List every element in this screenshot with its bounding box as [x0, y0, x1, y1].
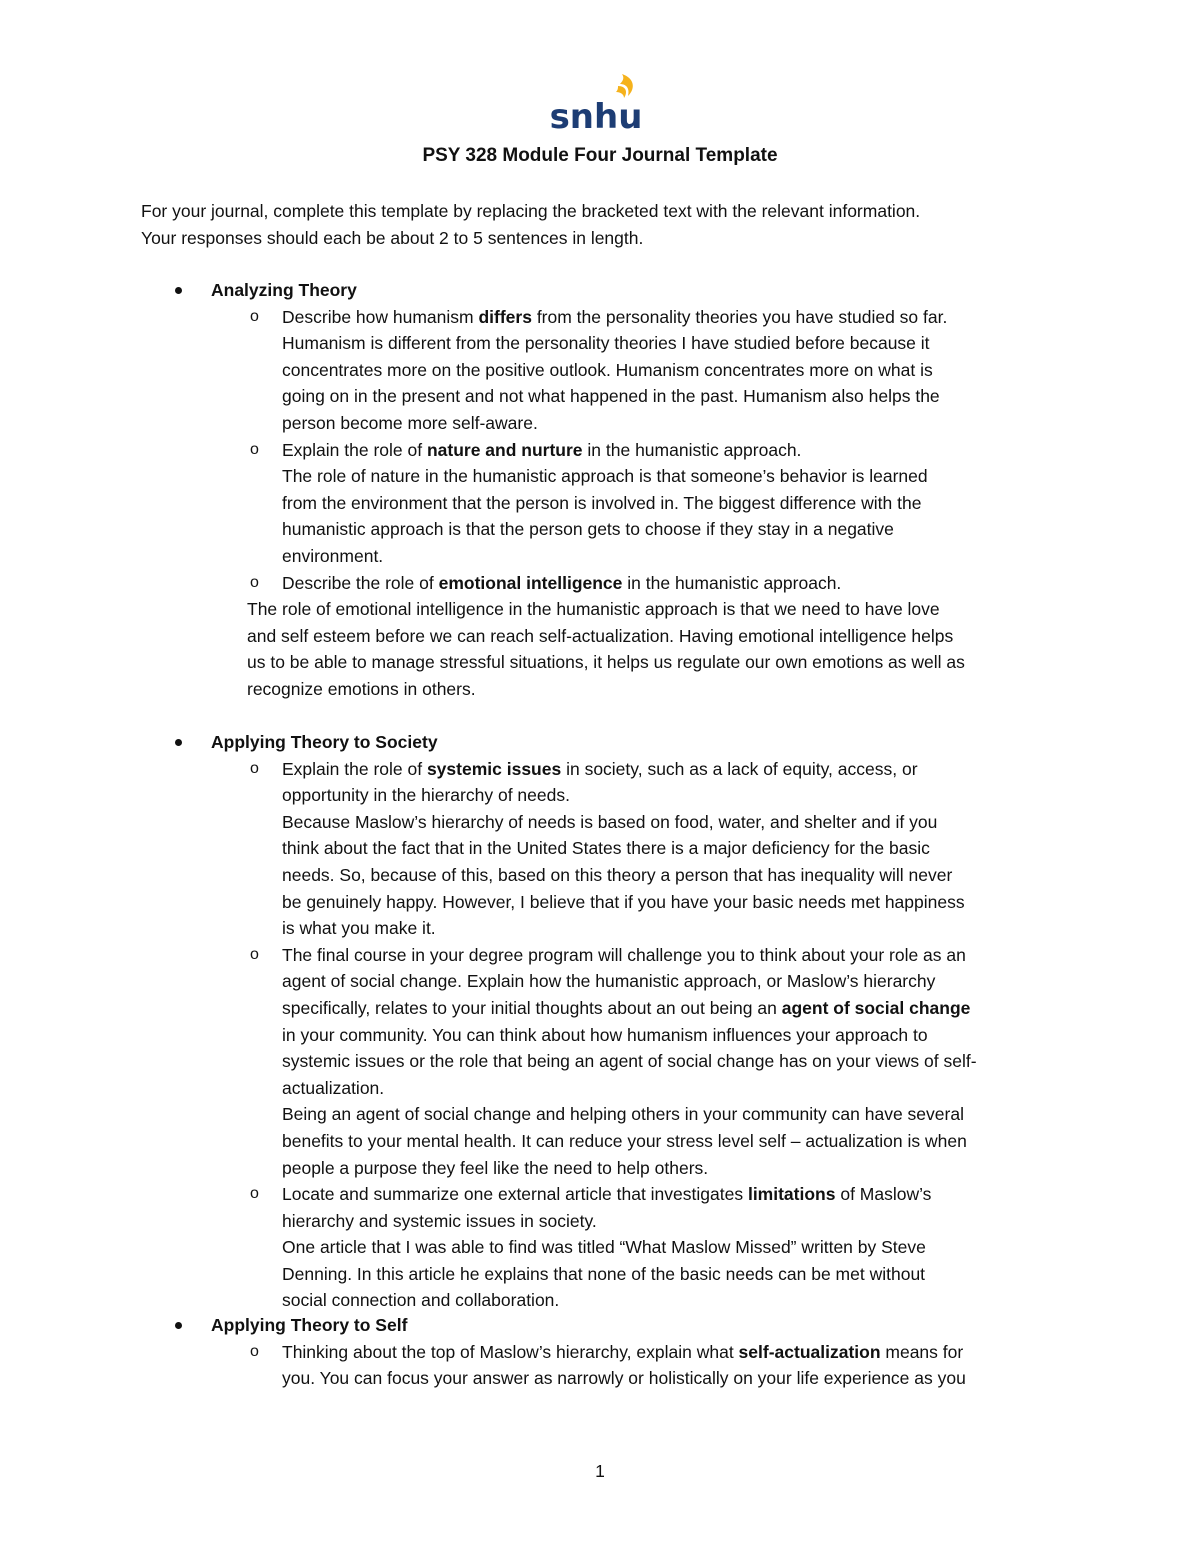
section-heading: Analyzing Theory: [141, 277, 1081, 304]
section-heading: Applying Theory to Self: [141, 1312, 1081, 1339]
list-item: [141, 570, 1081, 597]
prompt-text: Describe how humanism differs from the personality theories you have studied so far.: [282, 306, 948, 327]
section-analyzing-theory: [141, 277, 1081, 703]
response-line: be genuinely happy. However, I believe that if you have your basic needs met happiness: [282, 891, 965, 912]
response-line: is what you make it.: [282, 918, 436, 939]
list-item: [141, 942, 1081, 1181]
prompt-text: Describe the role of emotional intelligence in the humanistic approach.: [282, 572, 842, 593]
response-line: concentrates more on the positive outlook. Humanism concentrates more on what is: [282, 359, 933, 380]
prompt-text: Thinking about the top of Maslow’s hierarchy, explain what self-actualization means for: [282, 1341, 964, 1362]
bullet-icon: [175, 739, 182, 746]
response-line: people a purpose they feel like the need to help others.: [282, 1157, 709, 1178]
response-line: and self esteem before we can reach self-actualization. Having emotional intelligence helps: [247, 625, 954, 646]
sub-bullet-marker: o: [250, 759, 259, 777]
response-line: The role of nature in the humanistic approach is that someone’s behavior is learned: [282, 466, 928, 487]
prompt-text: actualization.: [282, 1077, 385, 1098]
intro-line: For your journal, complete this template by replacing the bracketed text with the relevant information.: [141, 201, 921, 221]
section-applying-theory-self: [141, 1312, 1081, 1392]
response-line: Humanism is different from the personality theories I have studied before because it: [282, 333, 930, 354]
prompt-text: opportunity in the hierarchy of needs.: [282, 785, 570, 806]
prompt-text: The final course in your degree program will challenge you to think about your role as an: [282, 944, 966, 965]
list-item: [141, 1181, 1081, 1314]
list-item: [141, 1339, 1081, 1392]
intro-paragraph: [141, 198, 1071, 251]
prompt-text: Locate and summarize one external article that investigates limitations of Maslow’s: [282, 1184, 932, 1205]
bullet-icon: [175, 1322, 182, 1329]
prompt-text: systemic issues or the role that being an agent of social change has on your views of self-: [282, 1051, 977, 1072]
response-line: think about the fact that in the United States there is a major deficiency for the basic: [282, 838, 930, 859]
list-item: [141, 304, 1081, 437]
response-line: needs. So, because of this, based on this theory a person that has inequality will never: [282, 864, 953, 885]
response-block: [141, 596, 1081, 702]
svg-text:snhu: snhu: [549, 97, 643, 134]
response-line: social connection and collaboration.: [282, 1290, 560, 1311]
prompt-text: Explain the role of systemic issues in society, such as a lack of equity, access, or: [282, 758, 918, 779]
sub-bullet-marker: o: [250, 1342, 259, 1360]
response-line: One article that I was able to find was titled “What Maslow Missed” written by Steve: [282, 1237, 926, 1258]
response-line: Denning. In this article he explains that none of the basic needs can be met without: [282, 1263, 926, 1284]
snhu-logo: [548, 72, 644, 134]
prompt-text: specifically, relates to your initial thoughts about an out being an agent of social change: [282, 997, 971, 1018]
prompt-text: agent of social change. Explain how the humanistic approach, or Maslow’s hierarchy: [282, 971, 936, 992]
response-line: Being an agent of social change and helping others in your community can have several: [282, 1104, 964, 1125]
response-line: recognize emotions in others.: [247, 678, 476, 699]
response-line: person become more self-aware.: [282, 412, 538, 433]
prompt-text: Explain the role of nature and nurture in the humanistic approach.: [282, 439, 802, 460]
sub-bullet-marker: o: [250, 945, 259, 963]
snhu-logo-graphic: [548, 72, 644, 134]
prompt-text: in your community. You can think about how humanism influences your approach to: [282, 1024, 928, 1045]
list-item: [141, 756, 1081, 942]
section-applying-theory-society: [141, 729, 1081, 1314]
response-line: us to be able to manage stressful situations, it helps us regulate our own emotions as well as: [247, 652, 965, 673]
page-title: PSY 328 Module Four Journal Template: [422, 145, 778, 166]
sub-bullet-marker: o: [250, 307, 259, 325]
intro-line: Your responses should each be about 2 to 5 sentences in length.: [141, 227, 644, 248]
response-line: from the environment that the person is involved in. The biggest difference with the: [282, 492, 922, 513]
prompt-text: hierarchy and systemic issues in society.: [282, 1210, 597, 1231]
response-line: humanistic approach is that the person gets to choose if they stay in a negative: [282, 519, 894, 540]
sub-bullet-marker: o: [250, 573, 259, 591]
response-line: Because Maslow’s hierarchy of needs is based on food, water, and shelter and if you: [282, 811, 938, 832]
sub-bullet-marker: o: [250, 1185, 259, 1203]
section-heading: Applying Theory to Society: [141, 729, 1081, 756]
bullet-icon: [175, 287, 182, 294]
prompt-text: you. You can focus your answer as narrowly or holistically on your life experience as you: [282, 1368, 966, 1389]
list-item: [141, 437, 1081, 570]
response-line: The role of emotional intelligence in the humanistic approach is that we need to have love: [247, 599, 940, 620]
sub-bullet-marker: o: [250, 440, 259, 458]
response-line: going on in the present and not what happened in the past. Humanism also helps the: [282, 386, 940, 407]
response-line: benefits to your mental health. It can reduce your stress level self – actualization is when: [282, 1130, 967, 1151]
page-number: 1: [595, 1461, 605, 1481]
response-line: environment.: [282, 545, 384, 566]
